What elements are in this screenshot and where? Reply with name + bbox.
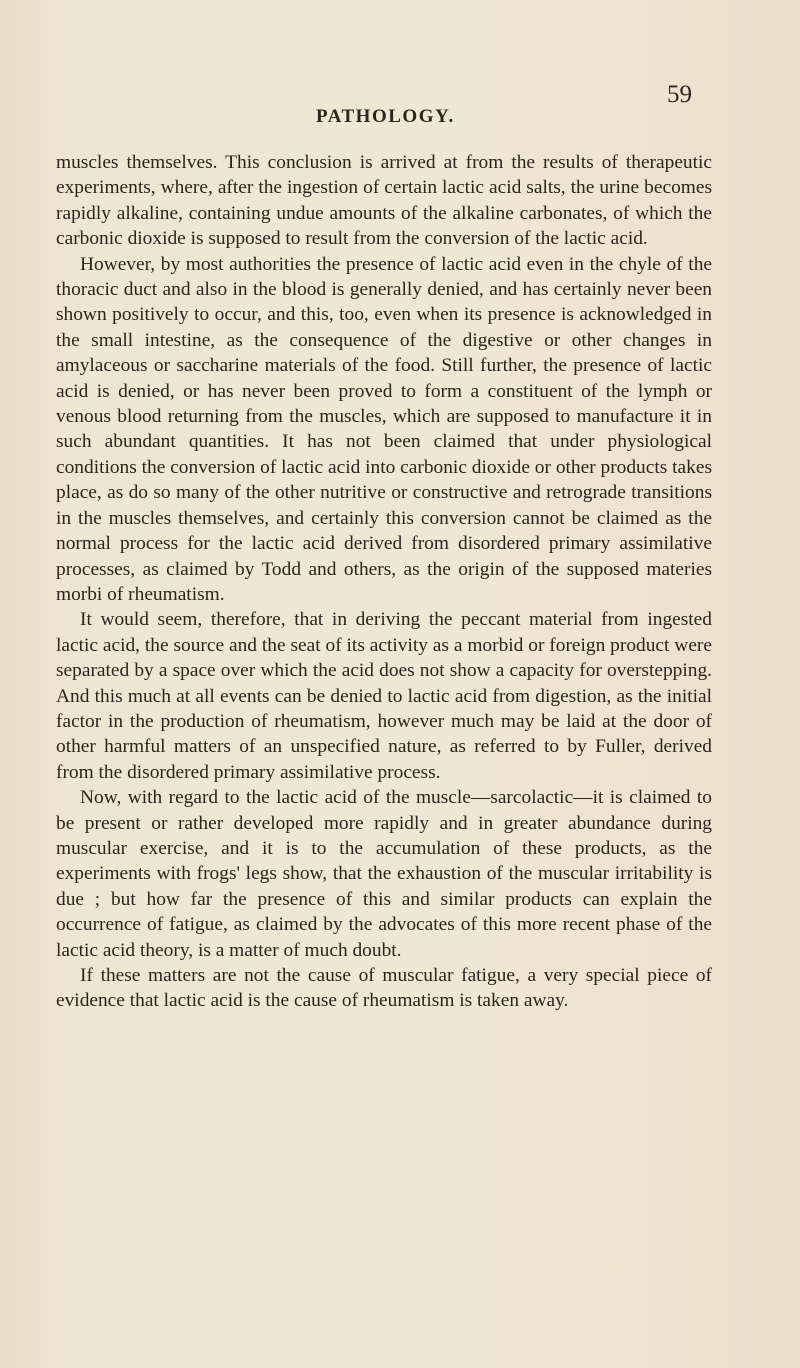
paragraph-peccant-material: It would seem, therefore, that in deriving the peccant material from ingested lactic acid, the source and the seat of its activity as a morbid or foreign product were separated by a space over which the acid does not show a capacity for overstepping. And this much at all events can be denied to lactic acid from digestion, as the initial factor in the production of rheumatism, however much may be laid at the door of other harmful matters of an unspecified nature, as referred to by Fuller, derived from the disordered primary assimilative process. <box>56 609 712 783</box>
paragraph-muscular-fatigue: If these matters are not the cause of muscular fatigue, a very special piece of evidence that lactic acid is the cause of rheumatism is taken away. <box>56 965 712 1012</box>
page-header <box>0 80 800 127</box>
paragraph-continuation: muscles themselves. This conclusion is arrived at from the results of therapeutic experiments, where, after the ingestion of certain lactic acid salts, the urine becomes rapidly alkaline, containing undue amounts of the alkaline carbonates, of which the carbonic dioxide is supposed to result from the conversion of the lactic acid. <box>56 152 712 250</box>
body-text <box>56 150 712 1014</box>
paragraph-sarcolactic: Now, with regard to the lactic acid of the muscle—sarcolactic—it is claimed to be present or rather developed more rapidly and in greater abundance during muscular exercise, and it is to the accumulation of these products, as the experiments with frogs' legs show, that the exhaustion of the muscular irritability is due ; but how far the presence of this and similar products can explain the occurrence of fatigue, as claimed by the advocates of this more recent phase of the lactic acid theory, is a matter of much doubt. <box>56 787 712 961</box>
paragraph-lactic-acid-absence: However, by most authorities the presence of lactic acid even in the chyle of the thoracic duct and also in the blood is generally denied, and has certainly never been shown positively to occur, and this, too, even when its presence is acknowledged in the small intestine, as the consequence of the digestive or other changes in amylaceous or saccharine materials of the food. Still further, the presence of lactic acid is denied, or has never been proved to form a constituent of the lymph or venous blood returning from the muscles, which are supposed to manufacture it in such abundant quantities. It has not been claimed that under physiological conditions the conversion of lactic acid into carbonic dioxide or other products takes place, as do so many of the other nutritive or constructive and retrograde transitions in the muscles themselves, and certainly this conversion cannot be claimed as the normal process for the lactic acid derived from disordered primary assimilative processes, as claimed by Todd and others, as the origin of the supposed materies morbi of rheumatism. <box>56 253 712 605</box>
page-number: 59 <box>667 81 692 108</box>
running-title: PATHOLOGY. <box>316 106 455 127</box>
